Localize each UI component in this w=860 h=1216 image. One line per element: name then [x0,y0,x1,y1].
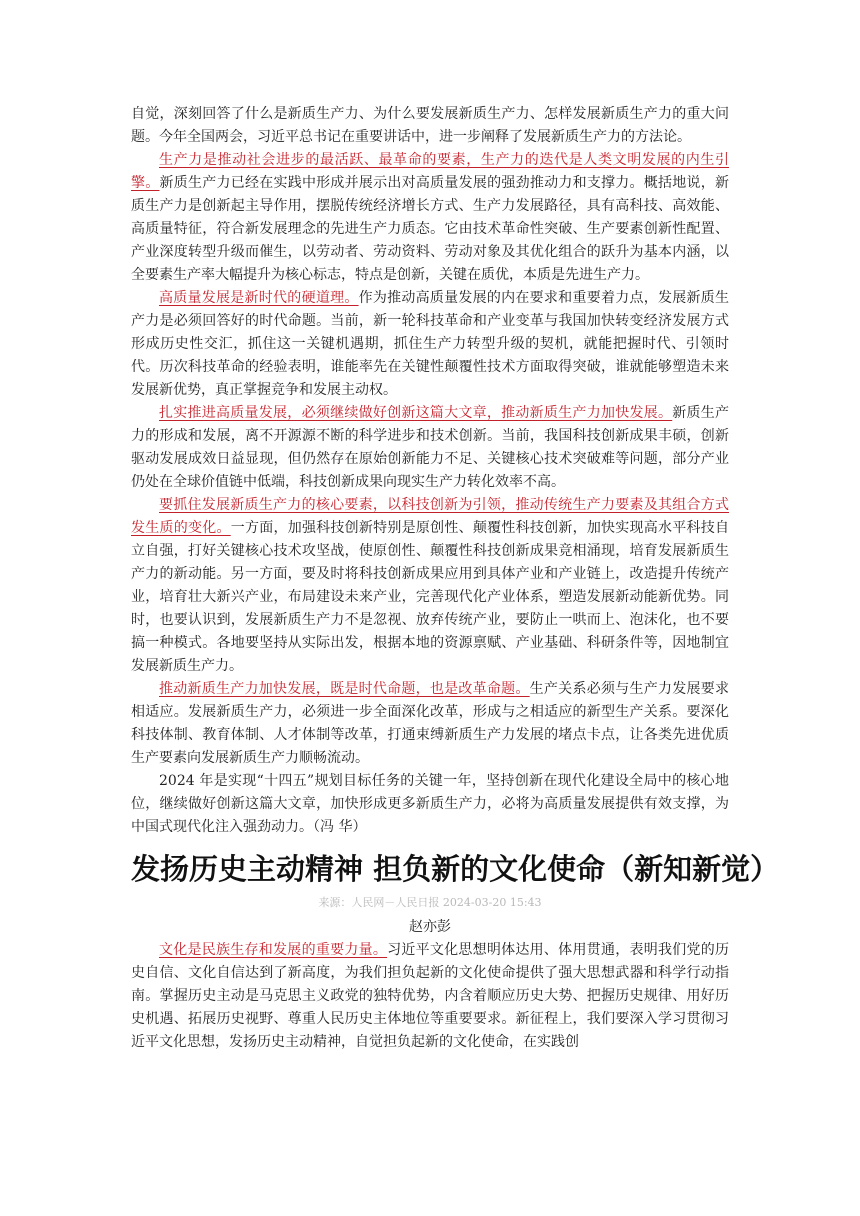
paragraph-text: 自觉，深刻回答了什么是新质生产力、为什么要发展新质生产力、怎样发展新质生产力的重大问题。今年全国两会，习近平总书记在重要讲话中，进一步阐释了发展新质生产力的方法论。 [131,106,729,145]
paragraph-text: 2024 年是实现“十四五”规划目标任务的关键一年，坚持创新在现代化建设全局中的核心地位，继续做好创新这篇大文章，加快形成更多新质生产力，必将为高质量发展提供有效支撑，为中国式现代化注入强劲动力。（冯 华） [131,773,729,835]
article-author: 赵亦彭 [409,919,451,935]
highlighted-sentence: 扎实推进高质量发展，必须继续做好创新这篇大文章，推动新质生产力加快发展。 [159,405,673,421]
paragraph-text: 生产关系必须与生产力发展要求相适应。发展新质生产力，必须进一步全面深化改革，形成与之相适应的新型生产关系。要深化科技体制、教育体制、人才体制等改革，打通束缚新质生产力发展的堵点卡点，让各类先进优质生产要素向发展新质生产力顺畅流动。 [131,681,730,766]
paragraph-text: 新质生产力的形成和发展，离不开源源不断的科学进步和技术创新。当前，我国科技创新成果丰硕，创新驱动发展成效日益显现，但仍然存在原始创新能力不足、关键核心技术突破难等问题，部分产业仍处在全球价值链中低端，科技创新成果向现实生产力转化效率不高。 [131,405,730,490]
paragraph [131,678,729,770]
paragraph [131,939,729,1054]
highlighted-sentence: 推动新质生产力加快发展，既是时代命题，也是改革命题。 [159,681,530,697]
paragraph [131,103,729,149]
highlighted-sentence: 要抓住发展新质生产力的核心要素，以科技创新为引领，推动传统生产力要素及其组合方式发生质的变化。 [131,497,729,536]
paragraph-text: 习近平文化思想明体达用、体用贯通，表明我们党的历史自信、文化自信达到了新高度，为我们担负起新的文化使命提供了强大思想武器和科学行动指南。掌握历史主动是马克思主义政党的独特优势，内含着顺应历史大势、把握历史规律、用好历史机遇、拓展历史视野、尊重人民历史主体地位等重要要求。新征程上，我们要深入学习贯彻习近平文化思想，发扬历史主动精神，自觉担负起新的文化使命，在实践创 [131,942,730,1050]
article-title: 发扬历史主动精神 担负新的文化使命（新知新觉） [131,852,780,886]
paragraph-text: 一方面，加强科技创新特别是原创性、颠覆性科技创新，加快实现高水平科技自立自强，打好关键核心技术攻坚战，使原创性、颠覆性科技创新成果竞相涌现，培育发展新质生产力的新动能。另一方面，要及时将科技创新成果应用到具体产业和产业链上，改造提升传统产业，培育壮大新兴产业，布局建设未来产业，完善现代化产业体系，塑造发展新动能新优势。同时，也要认识到，发展新质生产力不是忽视、放弃传统产业，要防止一哄而上、泡沫化，也不要搞一种模式。各地要坚持从实际出发，根据本地的资源禀赋、产业基础、科研条件等，因地制宜发展新质生产力。 [131,520,730,674]
paragraph [131,149,729,287]
article-source: 来源：人民网－人民日报 2024-03-20 15:43 [318,896,542,909]
highlighted-sentence: 生产力是推动社会进步的最活跃、最革命的要素，生产力的迭代是人类文明发展的内生引擎。 [131,152,729,191]
paragraph [131,770,729,839]
highlighted-sentence: 文化是民族生存和发展的重要力量。 [159,942,388,958]
paragraph [131,402,729,494]
document-page [131,103,780,1054]
paragraph [131,494,729,678]
paragraph [131,287,729,402]
highlighted-sentence: 高质量发展是新时代的硬道理。 [159,290,359,306]
paragraph-text: 新质生产力已经在实践中形成并展示出对高质量发展的强劲推动力和支撑力。概括地说，新质生产力是创新起主导作用，摆脱传统经济增长方式、生产力发展路径，具有高科技、高效能、高质量特征，符合新发展理念的先进生产力质态。它由技术革命性突破、生产要素创新性配置、产业深度转型升级而催生，以劳动者、劳动资料、劳动对象及其优化组合的跃升为基本内涵，以全要素生产率大幅提升为核心标志，特点是创新，关键在质优，本质是先进生产力。 [131,175,730,283]
paragraph-text: 作为推动高质量发展的内在要求和重要着力点，发展新质生产力是必须回答好的时代命题。当前，新一轮科技革命和产业变革与我国加快转变经济发展方式形成历史性交汇，抓住这一关键机遇期，抓住生产力转型升级的契机，就能把握时代、引领时代。历次科技革命的经验表明，谁能率先在关键性颠覆性技术方面取得突破，谁就能够塑造未来发展新优势，真正掌握竞争和发展主动权。 [131,290,730,398]
